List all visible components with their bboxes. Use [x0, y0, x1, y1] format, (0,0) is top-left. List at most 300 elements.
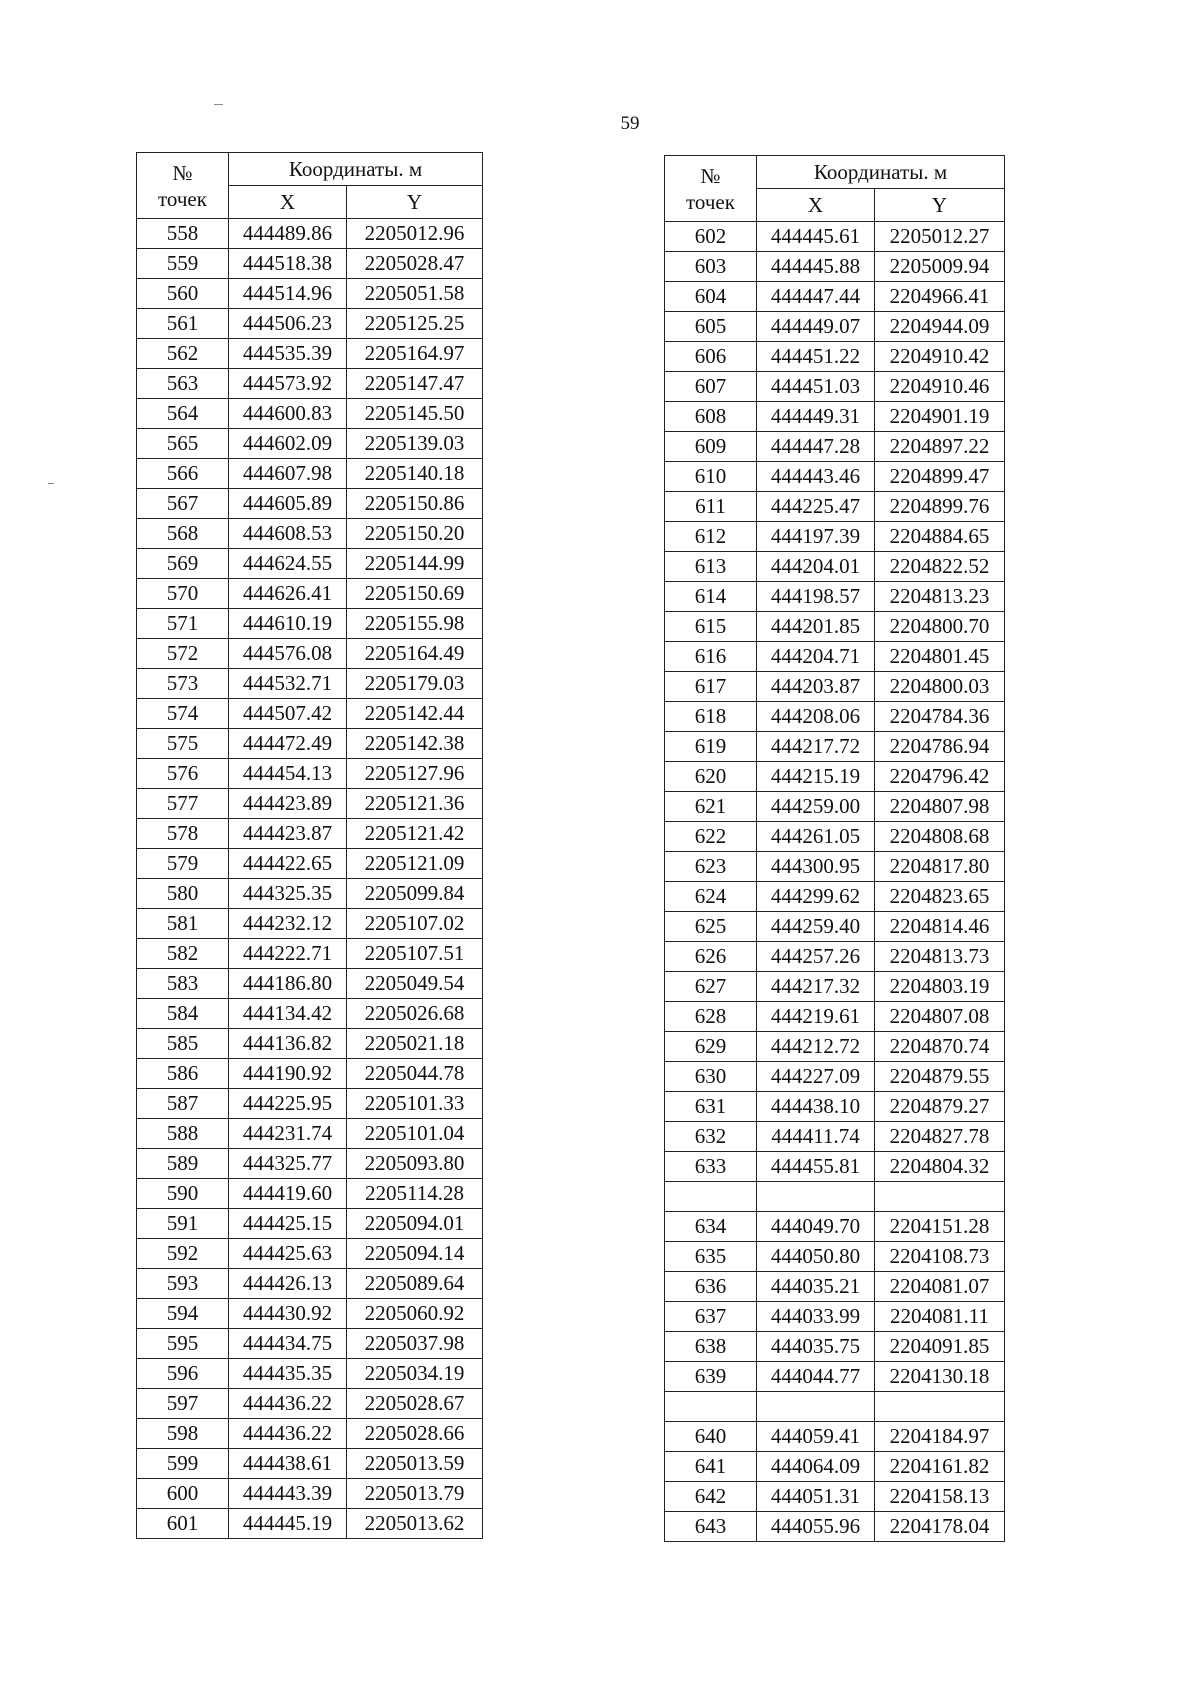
table-row — [665, 1272, 1005, 1302]
table-row — [665, 942, 1005, 972]
x-coordinate-cell: 444430.92 — [229, 1299, 347, 1329]
x-coordinate-cell: 444064.09 — [757, 1452, 875, 1482]
x-coordinate-cell: 444299.62 — [757, 882, 875, 912]
y-coordinate-cell: 2204803.19 — [875, 972, 1005, 1002]
point-number-cell: 591 — [137, 1209, 229, 1239]
x-coordinate-cell: 444445.61 — [757, 222, 875, 252]
point-number-cell: 616 — [665, 642, 757, 672]
point-number-cell: 633 — [665, 1152, 757, 1182]
y-coordinate-cell: 2205021.18 — [347, 1029, 483, 1059]
y-coordinate-cell: 2205094.01 — [347, 1209, 483, 1239]
table-row — [137, 879, 483, 909]
x-coordinate-cell: 444573.92 — [229, 369, 347, 399]
x-coordinate-cell: 444190.92 — [229, 1059, 347, 1089]
y-coordinate-cell: 2204879.55 — [875, 1062, 1005, 1092]
x-coordinate-cell: 444227.09 — [757, 1062, 875, 1092]
table-row — [665, 1302, 1005, 1332]
y-header: Y — [875, 189, 1005, 222]
x-coordinate-cell: 444035.75 — [757, 1332, 875, 1362]
y-coordinate-cell: 2204130.18 — [875, 1362, 1005, 1392]
x-coordinate-cell: 444489.86 — [229, 219, 347, 249]
y-coordinate-cell: 2205034.19 — [347, 1359, 483, 1389]
point-number-cell: 571 — [137, 609, 229, 639]
table-row — [137, 399, 483, 429]
y-coordinate-cell: 2205060.92 — [347, 1299, 483, 1329]
x-coordinate-cell: 444576.08 — [229, 639, 347, 669]
y-coordinate-cell: 2205051.58 — [347, 279, 483, 309]
table-row — [137, 729, 483, 759]
x-coordinate-cell: 444426.13 — [229, 1269, 347, 1299]
point-number-cell: 639 — [665, 1362, 757, 1392]
x-coordinate-cell: 444419.60 — [229, 1179, 347, 1209]
x-coordinate-cell: 444518.38 — [229, 249, 347, 279]
point-number-cell: 622 — [665, 822, 757, 852]
y-coordinate-cell: 2204966.41 — [875, 282, 1005, 312]
table-row — [665, 492, 1005, 522]
x-coordinate-cell: 444443.46 — [757, 462, 875, 492]
y-coordinate-cell: 2204897.22 — [875, 432, 1005, 462]
point-number-cell: 586 — [137, 1059, 229, 1089]
point-number-cell: 598 — [137, 1419, 229, 1449]
table-row — [665, 1122, 1005, 1152]
point-number-cell: 566 — [137, 459, 229, 489]
y-coordinate-cell: 2205150.20 — [347, 519, 483, 549]
table-row — [137, 1239, 483, 1269]
point-number-cell — [665, 1392, 757, 1422]
table-row — [137, 1089, 483, 1119]
x-coordinate-cell: 444300.95 — [757, 852, 875, 882]
y-coordinate-cell: 2205179.03 — [347, 669, 483, 699]
point-number-cell: 614 — [665, 582, 757, 612]
point-number-cell: 641 — [665, 1452, 757, 1482]
x-coordinate-cell: 444602.09 — [229, 429, 347, 459]
y-coordinate-cell: 2204161.82 — [875, 1452, 1005, 1482]
x-coordinate-cell: 444451.03 — [757, 372, 875, 402]
point-number-cell: 637 — [665, 1302, 757, 1332]
point-number-cell: 642 — [665, 1482, 757, 1512]
y-coordinate-cell: 2205028.66 — [347, 1419, 483, 1449]
y-coordinate-cell: 2204822.52 — [875, 552, 1005, 582]
y-coordinate-cell: 2205164.49 — [347, 639, 483, 669]
point-number-cell: 575 — [137, 729, 229, 759]
y-coordinate-cell: 2204817.80 — [875, 852, 1005, 882]
x-coordinate-cell: 444436.22 — [229, 1419, 347, 1449]
x-coordinate-cell: 444435.35 — [229, 1359, 347, 1389]
x-coordinate-cell: 444514.96 — [229, 279, 347, 309]
y-coordinate-cell: 2204184.97 — [875, 1422, 1005, 1452]
point-number-cell: 635 — [665, 1242, 757, 1272]
table-row — [137, 219, 483, 249]
y-coordinate-cell: 2204899.76 — [875, 492, 1005, 522]
table-row — [137, 1029, 483, 1059]
table-row — [137, 369, 483, 399]
point-number-cell: 634 — [665, 1212, 757, 1242]
y-coordinate-cell: 2205140.18 — [347, 459, 483, 489]
x-coordinate-cell: 444507.42 — [229, 699, 347, 729]
coordinates-header: Координаты. м — [229, 153, 483, 186]
x-coordinate-cell: 444204.01 — [757, 552, 875, 582]
table-row — [137, 1419, 483, 1449]
y-coordinate-cell: 2205121.36 — [347, 789, 483, 819]
y-coordinate-cell: 2205012.96 — [347, 219, 483, 249]
x-coordinate-cell: 444438.10 — [757, 1092, 875, 1122]
y-coordinate-cell: 2204814.46 — [875, 912, 1005, 942]
y-coordinate-cell: 2205145.50 — [347, 399, 483, 429]
table-row — [137, 309, 483, 339]
x-coordinate-cell: 444535.39 — [229, 339, 347, 369]
y-coordinate-cell: 2205150.86 — [347, 489, 483, 519]
point-number-cell — [665, 1182, 757, 1212]
table-row — [665, 342, 1005, 372]
table-row — [665, 582, 1005, 612]
point-number-cell: 561 — [137, 309, 229, 339]
y-coordinate-cell: 2204884.65 — [875, 522, 1005, 552]
table-row — [665, 1392, 1005, 1422]
y-coordinate-cell: 2205026.68 — [347, 999, 483, 1029]
point-number-cell: 562 — [137, 339, 229, 369]
point-number-cell: 569 — [137, 549, 229, 579]
point-number-cell: 573 — [137, 669, 229, 699]
table-row — [137, 789, 483, 819]
table-row — [137, 1269, 483, 1299]
x-coordinate-cell: 444455.81 — [757, 1152, 875, 1182]
x-coordinate-cell: 444325.77 — [229, 1149, 347, 1179]
point-number-cell: 607 — [665, 372, 757, 402]
point-number-cell: 638 — [665, 1332, 757, 1362]
table-row — [137, 969, 483, 999]
table-row — [665, 882, 1005, 912]
y-coordinate-cell — [875, 1392, 1005, 1422]
point-number-cell: 631 — [665, 1092, 757, 1122]
y-coordinate-cell: 2205139.03 — [347, 429, 483, 459]
point-number-cell: 565 — [137, 429, 229, 459]
table-row — [137, 999, 483, 1029]
point-number-cell: 597 — [137, 1389, 229, 1419]
table-row — [137, 249, 483, 279]
x-coordinate-cell: 444436.22 — [229, 1389, 347, 1419]
point-number-cell: 560 — [137, 279, 229, 309]
x-coordinate-cell: 444449.07 — [757, 312, 875, 342]
point-number-cell: 583 — [137, 969, 229, 999]
x-coordinate-cell: 444212.72 — [757, 1032, 875, 1062]
point-number-cell: 595 — [137, 1329, 229, 1359]
x-coordinate-cell: 444044.77 — [757, 1362, 875, 1392]
x-coordinate-cell — [757, 1392, 875, 1422]
point-number-header — [665, 156, 757, 222]
x-coordinate-cell: 444445.19 — [229, 1509, 347, 1539]
table-row — [137, 1059, 483, 1089]
y-coordinate-cell: 2204827.78 — [875, 1122, 1005, 1152]
point-number-cell: 601 — [137, 1509, 229, 1539]
table-row — [137, 339, 483, 369]
x-coordinate-cell: 444443.39 — [229, 1479, 347, 1509]
x-coordinate-cell: 444610.19 — [229, 609, 347, 639]
y-coordinate-cell: 2204784.36 — [875, 702, 1005, 732]
table-row — [665, 222, 1005, 252]
y-coordinate-cell: 2205099.84 — [347, 879, 483, 909]
x-coordinate-cell: 444225.47 — [757, 492, 875, 522]
point-number-cell: 618 — [665, 702, 757, 732]
x-coordinate-cell: 444605.89 — [229, 489, 347, 519]
y-coordinate-cell: 2205142.38 — [347, 729, 483, 759]
table-row — [665, 1452, 1005, 1482]
table-row — [137, 849, 483, 879]
table-row — [137, 1149, 483, 1179]
x-coordinate-cell: 444434.75 — [229, 1329, 347, 1359]
y-coordinate-cell: 2204870.74 — [875, 1032, 1005, 1062]
x-coordinate-cell: 444257.26 — [757, 942, 875, 972]
y-coordinate-cell: 2204108.73 — [875, 1242, 1005, 1272]
point-number-cell: 617 — [665, 672, 757, 702]
y-coordinate-cell: 2205101.33 — [347, 1089, 483, 1119]
points-label: точек — [158, 186, 207, 211]
x-coordinate-cell: 444447.44 — [757, 282, 875, 312]
y-coordinate-cell: 2205089.64 — [347, 1269, 483, 1299]
x-coordinate-cell: 444232.12 — [229, 909, 347, 939]
point-number-cell: 629 — [665, 1032, 757, 1062]
x-coordinate-cell: 444203.87 — [757, 672, 875, 702]
table-row — [665, 522, 1005, 552]
x-coordinate-cell: 444217.32 — [757, 972, 875, 1002]
table-row — [665, 1152, 1005, 1182]
table-row — [137, 759, 483, 789]
x-coordinate-cell: 444033.99 — [757, 1302, 875, 1332]
x-header: X — [757, 189, 875, 222]
table-row — [137, 819, 483, 849]
coordinates-table-left — [136, 152, 483, 1539]
table-row — [665, 372, 1005, 402]
x-coordinate-cell: 444055.96 — [757, 1512, 875, 1542]
x-coordinate-cell: 444222.71 — [229, 939, 347, 969]
x-coordinate-cell: 444447.28 — [757, 432, 875, 462]
x-header: X — [229, 186, 347, 219]
x-coordinate-cell: 444411.74 — [757, 1122, 875, 1152]
x-coordinate-cell: 444423.89 — [229, 789, 347, 819]
table-row — [137, 1359, 483, 1389]
y-coordinate-cell: 2204804.32 — [875, 1152, 1005, 1182]
x-coordinate-cell: 444425.15 — [229, 1209, 347, 1239]
y-coordinate-cell: 2205013.62 — [347, 1509, 483, 1539]
x-coordinate-cell: 444438.61 — [229, 1449, 347, 1479]
number-sign: № — [172, 160, 193, 185]
point-number-cell: 604 — [665, 282, 757, 312]
scan-mark — [214, 104, 223, 105]
table-row — [137, 429, 483, 459]
y-coordinate-cell: 2205142.44 — [347, 699, 483, 729]
x-coordinate-cell: 444259.00 — [757, 792, 875, 822]
y-coordinate-cell: 2204808.68 — [875, 822, 1005, 852]
y-coordinate-cell: 2204800.70 — [875, 612, 1005, 642]
y-coordinate-cell: 2205150.69 — [347, 579, 483, 609]
table-row — [665, 702, 1005, 732]
x-coordinate-cell — [757, 1182, 875, 1212]
point-number-cell: 600 — [137, 1479, 229, 1509]
table-row — [665, 732, 1005, 762]
table-row — [665, 1212, 1005, 1242]
x-coordinate-cell: 444201.85 — [757, 612, 875, 642]
table-row — [665, 612, 1005, 642]
table-row — [665, 1182, 1005, 1212]
x-coordinate-cell: 444422.65 — [229, 849, 347, 879]
x-coordinate-cell: 444198.57 — [757, 582, 875, 612]
point-number-cell: 605 — [665, 312, 757, 342]
table-row — [665, 1062, 1005, 1092]
table-row — [665, 1032, 1005, 1062]
y-coordinate-cell: 2205147.47 — [347, 369, 483, 399]
x-coordinate-cell: 444215.19 — [757, 762, 875, 792]
table-row — [665, 282, 1005, 312]
table-row — [665, 672, 1005, 702]
y-coordinate-cell: 2204807.08 — [875, 1002, 1005, 1032]
y-coordinate-cell: 2204813.73 — [875, 942, 1005, 972]
x-coordinate-cell: 444532.71 — [229, 669, 347, 699]
table-row — [665, 852, 1005, 882]
point-number-header — [137, 153, 229, 219]
table-row — [665, 642, 1005, 672]
point-number-cell: 619 — [665, 732, 757, 762]
point-number-cell: 563 — [137, 369, 229, 399]
y-coordinate-cell: 2205107.02 — [347, 909, 483, 939]
y-coordinate-cell: 2205121.42 — [347, 819, 483, 849]
y-coordinate-cell: 2205013.79 — [347, 1479, 483, 1509]
x-coordinate-cell: 444454.13 — [229, 759, 347, 789]
x-coordinate-cell: 444049.70 — [757, 1212, 875, 1242]
table-row — [665, 792, 1005, 822]
x-coordinate-cell: 444425.63 — [229, 1239, 347, 1269]
table-row — [665, 432, 1005, 462]
point-number-cell: 599 — [137, 1449, 229, 1479]
y-coordinate-cell: 2205127.96 — [347, 759, 483, 789]
y-coordinate-cell: 2204796.42 — [875, 762, 1005, 792]
point-number-cell: 590 — [137, 1179, 229, 1209]
y-coordinate-cell: 2205107.51 — [347, 939, 483, 969]
y-coordinate-cell: 2204807.98 — [875, 792, 1005, 822]
table-row — [665, 312, 1005, 342]
table-row — [665, 1512, 1005, 1542]
point-number-cell: 567 — [137, 489, 229, 519]
x-coordinate-cell: 444325.35 — [229, 879, 347, 909]
y-coordinate-cell: 2205144.99 — [347, 549, 483, 579]
table-row — [137, 1479, 483, 1509]
x-coordinate-cell: 444204.71 — [757, 642, 875, 672]
y-coordinate-cell: 2204910.42 — [875, 342, 1005, 372]
x-coordinate-cell: 444423.87 — [229, 819, 347, 849]
x-coordinate-cell: 444608.53 — [229, 519, 347, 549]
x-coordinate-cell: 444050.80 — [757, 1242, 875, 1272]
y-coordinate-cell: 2205049.54 — [347, 969, 483, 999]
x-coordinate-cell: 444624.55 — [229, 549, 347, 579]
x-coordinate-cell: 444259.40 — [757, 912, 875, 942]
point-number-cell: 623 — [665, 852, 757, 882]
point-number-cell: 585 — [137, 1029, 229, 1059]
point-number-cell: 568 — [137, 519, 229, 549]
table-row — [665, 1092, 1005, 1122]
x-coordinate-cell: 444059.41 — [757, 1422, 875, 1452]
point-number-cell: 606 — [665, 342, 757, 372]
table-row — [137, 939, 483, 969]
number-sign: № — [700, 163, 721, 188]
table-row — [665, 762, 1005, 792]
x-coordinate-cell: 444261.05 — [757, 822, 875, 852]
x-coordinate-cell: 444035.21 — [757, 1272, 875, 1302]
table-row — [665, 552, 1005, 582]
table-row — [665, 252, 1005, 282]
point-number-cell: 593 — [137, 1269, 229, 1299]
table-row — [665, 462, 1005, 492]
x-coordinate-cell: 444197.39 — [757, 522, 875, 552]
point-number-cell: 640 — [665, 1422, 757, 1452]
point-number-cell: 596 — [137, 1359, 229, 1389]
point-number-cell: 632 — [665, 1122, 757, 1152]
y-coordinate-cell: 2204944.09 — [875, 312, 1005, 342]
point-number-cell: 643 — [665, 1512, 757, 1542]
table-row — [665, 1332, 1005, 1362]
y-coordinate-cell: 2204091.85 — [875, 1332, 1005, 1362]
point-number-cell: 612 — [665, 522, 757, 552]
scan-mark — [48, 483, 54, 484]
y-coordinate-cell: 2204801.45 — [875, 642, 1005, 672]
y-coordinate-cell: 2204899.47 — [875, 462, 1005, 492]
y-coordinate-cell: 2205044.78 — [347, 1059, 483, 1089]
y-coordinate-cell: 2204151.28 — [875, 1212, 1005, 1242]
point-number-cell: 608 — [665, 402, 757, 432]
x-coordinate-cell: 444225.95 — [229, 1089, 347, 1119]
y-coordinate-cell: 2204081.07 — [875, 1272, 1005, 1302]
x-coordinate-cell: 444607.98 — [229, 459, 347, 489]
point-number-cell: 621 — [665, 792, 757, 822]
table-row — [137, 489, 483, 519]
x-coordinate-cell: 444472.49 — [229, 729, 347, 759]
point-number-cell: 626 — [665, 942, 757, 972]
point-number-cell: 582 — [137, 939, 229, 969]
table-row — [137, 1209, 483, 1239]
point-number-cell: 572 — [137, 639, 229, 669]
table-body-right — [665, 222, 1005, 1542]
table-row — [137, 279, 483, 309]
table-row — [137, 639, 483, 669]
x-coordinate-cell: 444186.80 — [229, 969, 347, 999]
point-number-cell: 594 — [137, 1299, 229, 1329]
point-number-cell: 570 — [137, 579, 229, 609]
table-row — [137, 1389, 483, 1419]
x-coordinate-cell: 444231.74 — [229, 1119, 347, 1149]
y-coordinate-cell: 2205028.47 — [347, 249, 483, 279]
point-number-cell: 577 — [137, 789, 229, 819]
table-row — [137, 549, 483, 579]
point-number-cell: 588 — [137, 1119, 229, 1149]
y-coordinate-cell: 2205155.98 — [347, 609, 483, 639]
table-row — [137, 1449, 483, 1479]
y-coordinate-cell: 2204158.13 — [875, 1482, 1005, 1512]
point-number-cell: 558 — [137, 219, 229, 249]
point-number-cell: 610 — [665, 462, 757, 492]
point-number-cell: 581 — [137, 909, 229, 939]
y-coordinate-cell: 2205012.27 — [875, 222, 1005, 252]
point-number-cell: 580 — [137, 879, 229, 909]
table-row — [665, 1002, 1005, 1032]
y-coordinate-cell: 2205101.04 — [347, 1119, 483, 1149]
table-row — [137, 1119, 483, 1149]
x-coordinate-cell: 444208.06 — [757, 702, 875, 732]
table-row — [137, 579, 483, 609]
x-coordinate-cell: 444449.31 — [757, 402, 875, 432]
x-coordinate-cell: 444626.41 — [229, 579, 347, 609]
point-number-cell: 611 — [665, 492, 757, 522]
y-coordinate-cell: 2205094.14 — [347, 1239, 483, 1269]
y-coordinate-cell: 2204786.94 — [875, 732, 1005, 762]
x-coordinate-cell: 444506.23 — [229, 309, 347, 339]
y-coordinate-cell: 2205093.80 — [347, 1149, 483, 1179]
